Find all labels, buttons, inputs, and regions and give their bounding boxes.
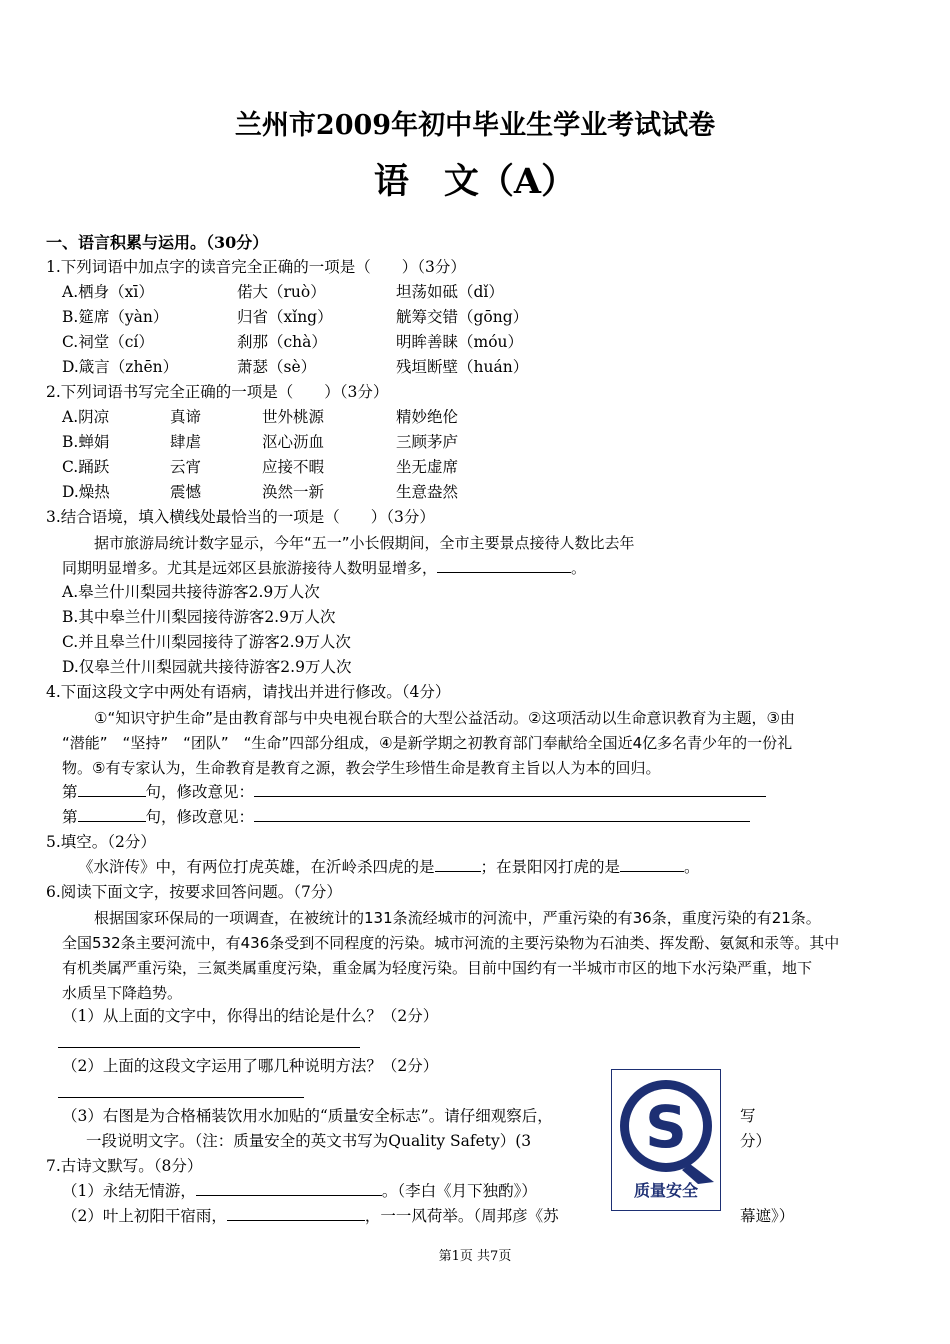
exam-title: 兰州市2009年初中毕业生学业考试试卷 [234, 110, 716, 141]
q1-a-2: 偌大（ruò） [237, 283, 326, 301]
q5-question [78, 856, 700, 878]
q6-passage-line-2: 全国532条主要河流中，有436条受到不同程度的污染。城市河流的主要污染物为石油类、挥发酚、氨氮和汞等。其中 [62, 934, 840, 952]
q4-revision-blank-2[interactable] [254, 807, 750, 822]
q4-revision-blank-1[interactable] [254, 782, 766, 797]
q4-passage-line-1: ①“知识守护生命”是由教育部与中央电视台联合的大型公益活动。②这项活动以生命意识教育为主题，③由 [94, 709, 795, 727]
page-footer: 第1页 共7页 [438, 1249, 512, 1264]
q4-passage-line-2: “潜能” “坚持” “团队” “生命”四部分组成，④是新学期之初教育部门奉献给全国近4亿多名青少年的一份礼 [62, 734, 793, 752]
q7-blank-2[interactable] [227, 1206, 365, 1221]
q6-passage-line-4: 水质呈下降趋势。 [62, 984, 183, 1002]
q3-option-b: B.其中皋兰什川梨园接待游客2.9万人次 [62, 608, 336, 626]
q6-sub-3-line-1: （3）右图是为合格桶装饮用水加贴的“质量安全标志”。请仔细观察后， [62, 1107, 553, 1125]
q2-stem: 2.下列词语书写完全正确的一项是（ ）（3分） [46, 383, 389, 401]
section-heading: 一、语言积累与运用。（30分） [46, 233, 269, 252]
q1-d-2: 萧瑟（sè） [237, 358, 317, 376]
q5-blank-2[interactable] [620, 857, 684, 872]
q4-fill-prefix: 第 [62, 783, 78, 801]
q6-sub-3-score: 分） [740, 1132, 772, 1150]
q7-stem: 7.古诗文默写。（8分） [46, 1157, 203, 1175]
q2-d-1: D.燥热 [62, 483, 110, 501]
q4-sentence-blank-2[interactable] [78, 807, 146, 822]
q7-line-1-text: （1）永结无情游， [62, 1182, 196, 1200]
q2-a-3: 世外桃源 [262, 408, 325, 426]
q3-stem: 3.结合语境，填入横线处最恰当的一项是（ ）（3分） [46, 508, 435, 526]
q2-d-3: 涣然一新 [262, 483, 325, 501]
q3-passage-line-1: 据市旅游局统计数字显示，今年“五一”小长假期间，全市主要景点接待人数比去年 [94, 534, 635, 552]
q2-c-4: 坐无虚席 [396, 458, 459, 476]
q2-a-4: 精妙绝伦 [396, 408, 459, 426]
q3-option-a: A.皋兰什川梨园共接待游客2.9万人次 [62, 583, 320, 601]
q2-c-2: 云宵 [170, 458, 202, 476]
q4-passage-line-3: 物。⑤有专家认为，生命教育是教育之源，教会学生珍惜生命是教育主旨以人为本的回归。 [62, 759, 661, 777]
q7-line-1 [62, 1180, 537, 1202]
q1-a-1: A.栖身（xī） [62, 283, 154, 301]
q4-sentence-blank-1[interactable] [78, 782, 146, 797]
q6-answer-line-1[interactable] [58, 1047, 360, 1048]
q1-stem: 1.下列词语中加点字的读音完全正确的一项是（ ）（3分） [46, 258, 466, 276]
q2-a-2: 真谛 [170, 408, 202, 426]
q7-line-2 [62, 1205, 559, 1227]
q5-text-b: ；在景阳冈打虎的是 [480, 858, 621, 876]
q6-stem: 6.阅读下面文字，按要求回答问题。（7分） [46, 883, 342, 901]
q2-c-3: 应接不暇 [262, 458, 325, 476]
q2-b-3: 沤心沥血 [262, 433, 325, 451]
q1-d-1: D.箴言（zhēn） [62, 358, 179, 376]
q2-d-2: 震憾 [170, 483, 202, 501]
q2-d-4: 生意盎然 [396, 483, 459, 501]
q6-answer-line-2[interactable] [58, 1097, 304, 1098]
q3-passage-line-2 [62, 557, 586, 579]
q6-sub-3-write: 写 [740, 1107, 756, 1125]
q2-b-1: B.蝉娟 [62, 433, 110, 451]
svg-text:S: S [645, 1093, 687, 1161]
quality-safety-logo [611, 1069, 721, 1211]
q5-blank-1[interactable] [435, 857, 481, 872]
q1-c-3: 明眸善睐（móu） [396, 333, 524, 351]
q4-fill-line-2 [62, 806, 750, 828]
q4-fill-line-1 [62, 781, 766, 803]
q4-fill-mid: 句，修改意见： [145, 808, 255, 826]
q6-passage-line-3: 有机类属严重污染，三氮类属重度污染，重金属为轻度污染。目前中国约有一半城市市区的地下水污染严重，地下 [62, 959, 813, 977]
q7-line-1-source: 。（李白《月下独酌》） [381, 1182, 537, 1200]
q3-option-c: C.并且皋兰什川梨园接待了游客2.9万人次 [62, 633, 351, 651]
q2-b-2: 肆虐 [170, 433, 202, 451]
q1-b-2: 归省（xǐng） [237, 308, 333, 326]
q4-fill-mid: 句，修改意见： [145, 783, 255, 801]
q1-c-2: 刹那（chà） [237, 333, 327, 351]
q3-passage-end: 。 [571, 559, 587, 577]
q6-sub-1: （1）从上面的文字中，你得出的结论是什么？（2分） [62, 1007, 439, 1025]
q7-blank-1[interactable] [196, 1181, 382, 1196]
q2-c-1: C.踊跃 [62, 458, 110, 476]
q7-line-2-source: ，一一风荷举。（周邦彦《苏 [364, 1207, 559, 1225]
q3-passage-text: 同期明显增多。尤其是远郊区县旅游接待人数明显增多， [62, 559, 438, 577]
q6-sub-3-line-2: 一段说明文字。（注：质量安全的英文书写为Quality Safety）(3 [86, 1132, 532, 1150]
q2-a-1: A.阴凉 [62, 408, 110, 426]
q3-answer-blank[interactable] [437, 558, 571, 573]
q3-option-d: D.仅皋兰什川梨园就共接待游客2.9万人次 [62, 658, 352, 676]
q1-a-3: 坦荡如砥（dǐ） [396, 283, 504, 301]
q7-line-2-text: （2）叶上初阳干宿雨， [62, 1207, 227, 1225]
q1-c-1: C.祠堂（cí） [62, 333, 154, 351]
q4-stem: 4.下面这段文字中两处有语病，请找出并进行修改。（4分） [46, 683, 451, 701]
q1-b-1: B.筵席（yàn） [62, 308, 169, 326]
q5-stem: 5.填空。（2分） [46, 833, 156, 851]
q6-sub-2: （2）上面的这段文字运用了哪几种说明方法？（2分） [62, 1057, 439, 1075]
subject-title: 语 文（A） [373, 161, 577, 202]
q6-passage-line-1: 根据国家环保局的一项调查，在被统计的131条流经城市的河流中，严重污染的有36条，重度污染的有21条。 [94, 909, 821, 927]
q7-line-2-source-end: 幕遮》） [740, 1207, 795, 1225]
q2-b-4: 三顾茅庐 [396, 433, 459, 451]
q5-text-c: 。 [684, 858, 700, 876]
qs-logo-label: 质量安全 [633, 1181, 698, 1200]
q1-b-3: 觥筹交错（gōng） [396, 308, 529, 326]
q5-text-a: 《水浒传》中，有两位打虎英雄，在沂岭杀四虎的是 [78, 858, 435, 876]
q1-d-3: 残垣断壁（huán） [396, 358, 529, 376]
q4-fill-prefix: 第 [62, 808, 78, 826]
